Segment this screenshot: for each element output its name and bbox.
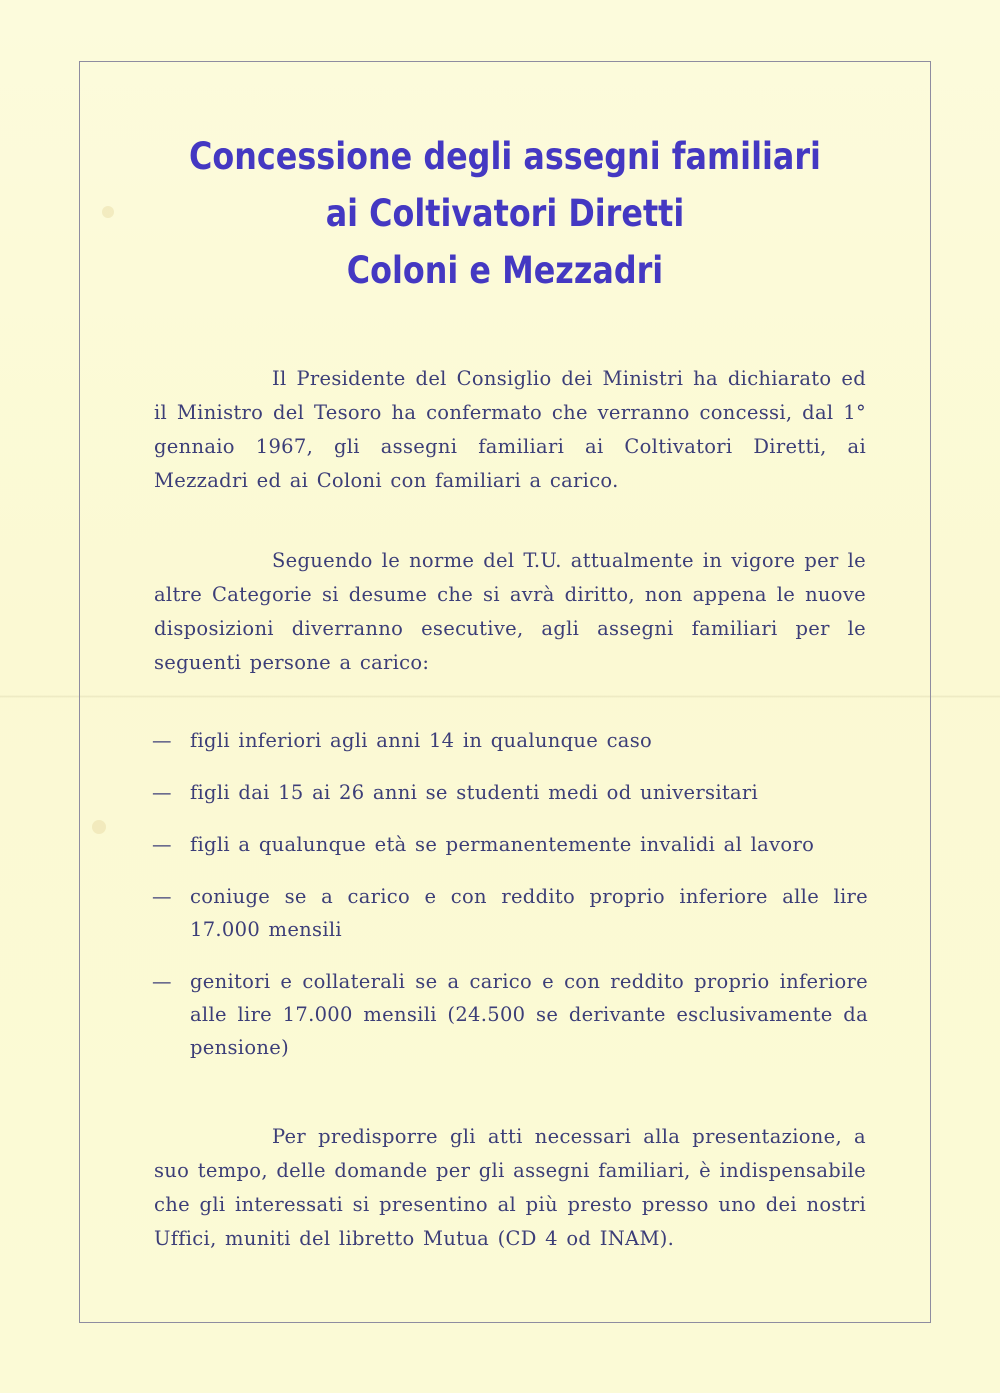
title-line: Concessione degli assegni familiari bbox=[189, 135, 821, 178]
list-item-text: figli dai 15 ai 26 anni se studenti medi od universitari bbox=[190, 781, 759, 804]
list-item-text: figli inferiori agli anni 14 in qualunque caso bbox=[190, 729, 653, 752]
list-item-text: figli a qualunque età se permanentemente invalidi al lavoro bbox=[190, 833, 815, 856]
dependents-list bbox=[152, 724, 868, 1083]
closing-paragraph: Per predisporre gli atti necessari alla presentazione, a suo tempo, delle domande per gli assegni familiari, è indispensabile che gli interessati si presentino al più presto presso uno dei nostri Uffici, muniti del libretto Mutua (CD 4 od INAM). bbox=[154, 1125, 866, 1250]
list-item bbox=[152, 880, 868, 946]
list-item-text: coniuge se a carico e con reddito proprio inferiore alle lire 17.000 mensili bbox=[190, 885, 868, 941]
dash-marker: — bbox=[152, 833, 172, 856]
list-item bbox=[152, 965, 868, 1064]
list-item bbox=[152, 776, 868, 809]
list-item-text: genitori e collaterali se a carico e con reddito proprio inferiore alle lire 17.000 mensili (24.500 se derivante esclusivamente da pensione) bbox=[190, 970, 868, 1059]
intro-paragraph: Il Presidente del Consiglio dei Ministri ha dichiarato ed il Ministro del Tesoro ha confermato che verranno concessi, dal 1° gennaio 1967, gli assegni familiari ai Coltivatori Diretti, ai Mezzadri ed ai Coloni con familiari a carico. bbox=[154, 367, 866, 492]
title-line: Coloni e Mezzadri bbox=[346, 249, 664, 292]
dash-marker: — bbox=[152, 781, 172, 804]
eligibility-paragraph: Seguendo le norme del T.U. attualmente in vigore per le altre Categorie si desume che si avrà diritto, non appena le nuove disposizioni diverranno esecutive, agli assegni familiari per le seguenti persone a carico: bbox=[154, 549, 866, 674]
list-item bbox=[152, 724, 868, 757]
dash-marker: — bbox=[152, 885, 172, 908]
dash-marker: — bbox=[152, 729, 172, 752]
title-line: ai Coltivatori Diretti bbox=[325, 192, 685, 235]
list-item bbox=[152, 828, 868, 861]
document-title bbox=[140, 128, 871, 299]
dash-marker: — bbox=[152, 970, 172, 993]
